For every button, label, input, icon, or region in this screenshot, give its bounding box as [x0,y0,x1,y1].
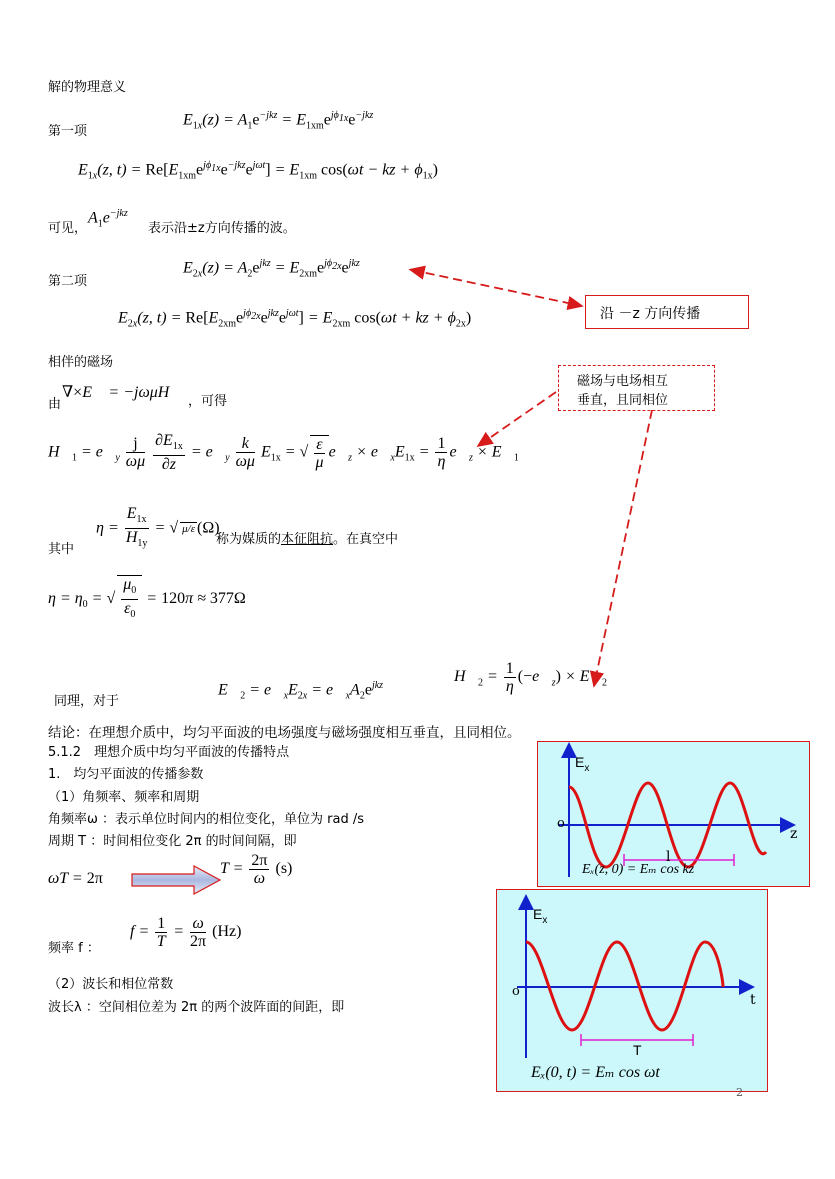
accompany-field-label: 相伴的磁场 [48,355,114,370]
section-title: 5.1.2 理想介质中均匀平面波的传播特点 [48,745,290,760]
curl-equation: ∇×E⃗ = −jωμH⃗ [62,384,182,401]
page-number: 2 [736,1086,743,1099]
callout-minus-z-text: 沿 －z 方向传播 [600,306,701,322]
e2-equation: $E⃗_2$ = $e⃗_xE_{2x}$ = $e⃗_xA_2e^{jkz}$ [218,680,384,702]
plot2-y-label: $E_x$ [533,906,548,926]
visible-suffix: 表示沿±z方向传播的波。 [148,221,296,236]
plot2-origin: o [512,984,520,999]
omega-line: 角频率ω ：表示单位时间内的相位变化，单位为 rad /s [48,812,364,827]
f-equation: f = $\frac{1}{T}$ = $\frac{\omega}{2\pi}$ (Hz) [130,915,242,950]
first-time-equation: $E_{1x}(z$, $t) = Re[E_{1xm}e^{j\phi_{1x}}e^{-jkz}e^{j\omega t}] = E_{1xm}$ cos(ωt − kz + $\phi_{1x}$) [78,160,438,182]
plot1-origin: o [557,816,565,831]
conclusion-text: 结论：在理想介质中，均匀平面波的电场强度与磁场强度相互垂直，且同相位。 [48,725,521,741]
visible-term: $A_1e^{-jkz}$ [88,208,128,230]
eta-equation: η = $\frac{E_{1x}}{H_{1y}}$ = √ μ/ε (Ω) [96,505,220,550]
freq-label: 频率 f ： [48,941,100,956]
obtain-text: ，可得 [188,394,228,409]
arrow-to-h2 [594,410,652,686]
plot2-span-label: T [633,1042,642,1058]
first-term-equation: $E_{1x}(z) = A_1e^{-jkz} = E_{1xm}e^{j\phi_{1x}}e^{-jkz}$ [183,110,374,132]
eta-desc-b: 。在真空中 [333,532,399,547]
eta-desc-underlined: 本征阻抗 [281,532,334,547]
eta0-equation: $\eta = \eta_0$ = √ $\frac{\mu_0}{\varepsilon_0}$ = 120π ≈ 377Ω [48,575,246,623]
second-term-equation: $E_{2x}(z) = A_2e^{jkz} = E_{2xm}e^{j\phi_{2x}}e^{jkz}$ [183,258,360,280]
eta-label: 其中 [48,542,75,557]
plot1-caption: Eₓ(z, 0) = Eₘ cos kz [582,862,695,877]
section-heading: 解的物理意义 [48,80,127,95]
subsection-1-2: （2）波长和相位常数 [48,977,174,992]
omegaT-equation: ωT = 2π [48,870,103,887]
arrow-to-h1 [478,392,556,446]
visible-prefix: 可见， [48,221,88,236]
T-equation: T = $\frac{2\pi}{\omega}$ (s) [220,852,293,887]
second-time-equation: $E_{2x}(z$, $t) = Re[E_{2xm}e^{j\phi_{2x}}e^{jkz}e^{j\omega t}] = E_{2xm}$ cos(ωt + kz + $\phi_{2x}$) [118,308,472,330]
callout-perp-line1: 磁场与电场相互 [577,374,669,389]
plot2-caption: Eₓ(0, t) = Eₘ cos ωt [531,1064,660,1081]
plot1-y-label: $E_x$ [575,754,590,774]
plot1-span-label: l [666,849,671,865]
second-term-label: 第二项 [48,274,88,289]
arrow-to-second-term [412,270,582,306]
eta-desc-a: 称为媒质的 [216,532,282,547]
callout-perp-line2: 垂直，且同相位 [577,393,669,408]
h1-equation: $H⃗_1$ = $e⃗_y$ $\frac{j}{\omega\mu}$ $\frac{\partial E_{1x}}{\partial z}$ = $e⃗_y$ $\frac{k}{\omega\mu}$ $E_{1x}$ = √ $\frac{\varepsilon}{\mu}$ $e⃗_z$ × $e⃗_xE_{1x}$ = $\frac{1}{\eta}$ $e⃗_z$ × $E⃗_1$ [48,432,519,474]
period-line: 周期 T ：时间相位变化 2π 的时间间隔，即 [48,834,297,849]
subsection-1-1: （1）角频率、频率和周期 [48,790,200,805]
similarly-label: 同理，对于 [54,694,120,709]
h2-equation: $H⃗_2$ = $\frac{1}{\eta}$ $(-e⃗_z)$ × $E⃗_2$ [454,660,607,695]
wavelength-line: 波长λ ：空间相位差为 2π 的两个波阵面的间距，即 [48,1000,345,1015]
subsection-1: 1. 均匀平面波的传播参数 [48,767,204,782]
from-prefix: 由 [48,397,62,412]
first-term-label: 第一项 [48,124,88,139]
plot2-x-label: t [750,992,756,1008]
plot1-x-label: z [790,826,798,842]
